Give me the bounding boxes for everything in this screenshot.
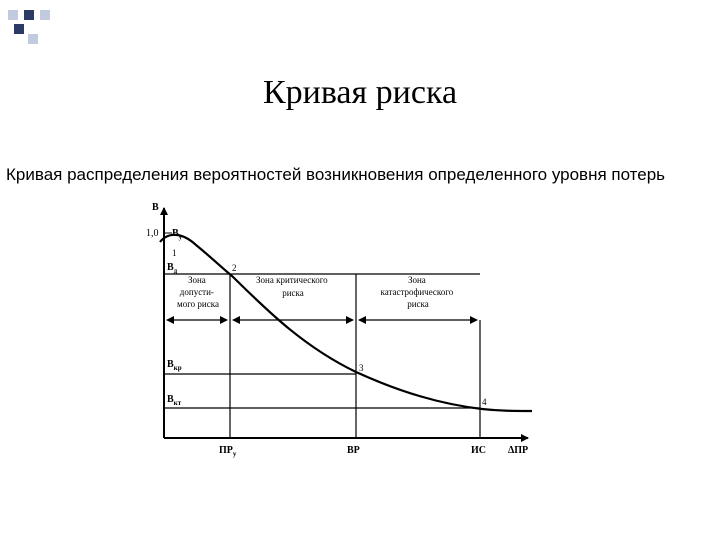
point-label-3: 3 <box>359 363 364 373</box>
risk-curve <box>160 235 532 411</box>
point-label-2: 2 <box>232 263 237 273</box>
point-label-1: 1 <box>172 248 177 258</box>
zone-critical-label: Зона критического риска <box>256 275 328 298</box>
level-label-bkr: $В_{кр}$ <box>167 359 182 372</box>
slide-subtitle: Кривая распределения вероятностей возникновения определенного уровня потерь <box>6 165 666 184</box>
zone-catastrophic-label: Зона катастрофического риска <box>380 275 454 309</box>
x-tick-is: ИС <box>471 445 486 456</box>
point-label-4: 4 <box>482 397 487 407</box>
y-tick-one: 1,0 <box>146 228 159 239</box>
level-label-bkt: $В_{кт}$ <box>167 394 182 407</box>
zone-acceptable-label: Зона допусти- мого риска <box>177 275 219 309</box>
slide-title: Кривая риска <box>262 74 458 111</box>
y-tick-bu: $В_у$ <box>172 228 183 241</box>
x-tick-vr: ВР <box>347 445 360 456</box>
x-axis-label: ΔПР <box>508 445 529 456</box>
y-axis-label: В <box>152 202 159 213</box>
level-label-bd: $В_д$ <box>167 262 178 275</box>
x-tick-pr: $ПР_у$ <box>219 445 237 458</box>
